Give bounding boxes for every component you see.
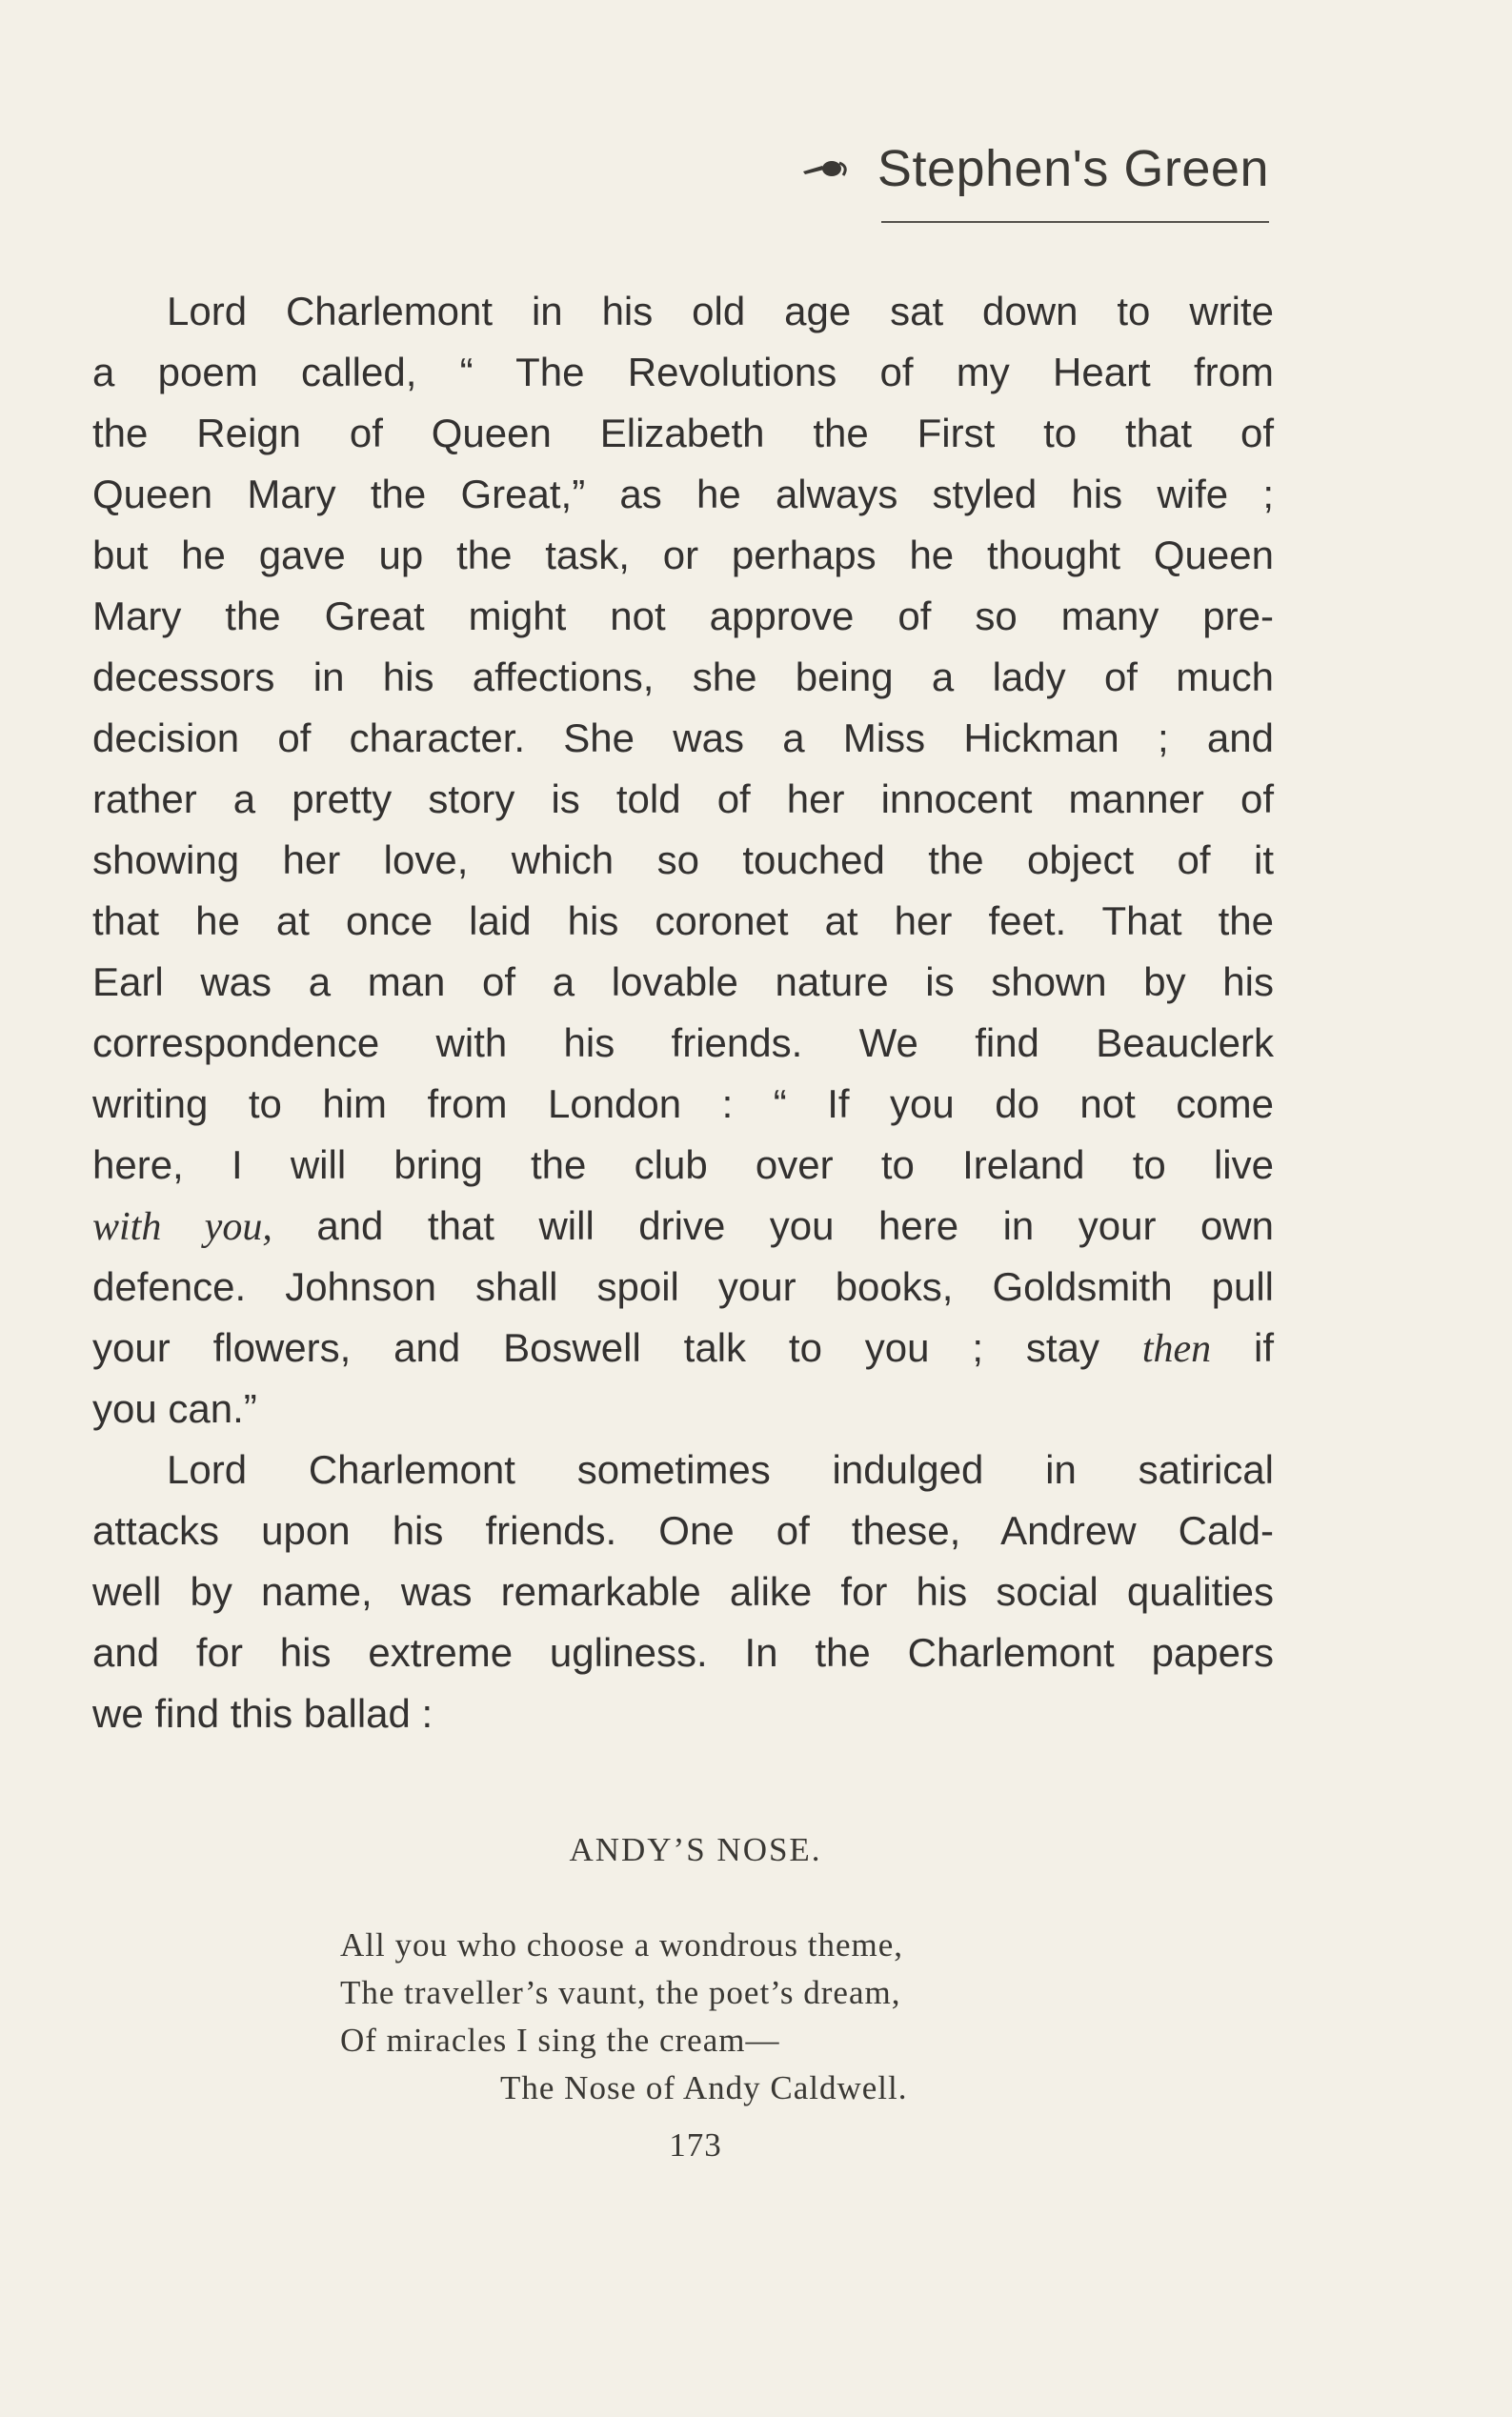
poem-stanza [340,1922,907,2112]
text-line: that he at once laid his coronet at her feet. That the [92,898,1274,943]
poem-title: ANDY’S NOSE. [569,1831,822,1868]
poem-line: Of miracles I sing the cream— [340,2022,780,2059]
running-title: Stephen's Green [877,140,1269,197]
text-line: attacks upon his friends. One of these, Andrew Cald- [92,1508,1274,1553]
italic-phrase: with you, [92,1205,272,1249]
text-fragment: your flowers, and Boswell talk to you ; stay [92,1325,1142,1370]
text-line: writing to him from London : “ If you do not come [92,1081,1274,1126]
text-line: rather a pretty story is told of her innocent manner of [92,776,1274,821]
text-line: a poem called, “ The Revolutions of my Heart from [92,350,1274,394]
header-rule [881,221,1269,223]
text-line: here, I will bring the club over to Ireland to live [92,1142,1274,1187]
text-line: but he gave up the task, or perhaps he thought Queen [92,533,1274,577]
text-line: Queen Mary the Great,” as he always styled his wife ; [92,472,1274,516]
text-line: the Reign of Queen Elizabeth the First to that of [92,411,1274,455]
text-line: showing her love, which so touched the object of it [92,837,1274,882]
running-head [801,140,1269,197]
text-line: correspondence with his friends. We find Beauclerk [92,1020,1274,1065]
text-line: we find this ballad : [92,1691,433,1736]
text-line: decessors in his affections, she being a lady of much [92,655,1274,699]
body-text [92,281,1274,1744]
text-line [92,1196,1274,1257]
text-line: decision of character. She was a Miss Hickman ; and [92,715,1274,760]
page-number: 173 [669,2126,722,2164]
text-line: Mary the Great might not approve of so many pre- [92,594,1274,638]
hand-pointer-ornament-icon [801,154,853,183]
text-fragment: and that will drive you here in your own [272,1203,1274,1248]
poem-line: All you who choose a wondrous theme, [340,1926,904,1964]
text-line: Lord Charlemont in his old age sat down to write [167,289,1274,333]
text-line: Earl was a man of a lovable nature is shown by his [92,959,1274,1004]
text-fragment: if [1211,1325,1274,1370]
italic-word: then [1141,1327,1212,1371]
text-line [92,1318,1274,1379]
text-line: you can.” [92,1386,257,1431]
text-line: Lord Charlemont sometimes indulged in satirical [167,1447,1274,1492]
poem-line: The traveller’s vaunt, the poet’s dream, [340,1974,901,2011]
text-line: and for his extreme ugliness. In the Charlemont papers [92,1630,1274,1675]
poem-line: The Nose of Andy Caldwell. [500,2069,908,2106]
text-line: defence. Johnson shall spoil your books, Goldsmith pull [92,1264,1274,1309]
text-line: well by name, was remarkable alike for his social qualities [92,1569,1274,1614]
